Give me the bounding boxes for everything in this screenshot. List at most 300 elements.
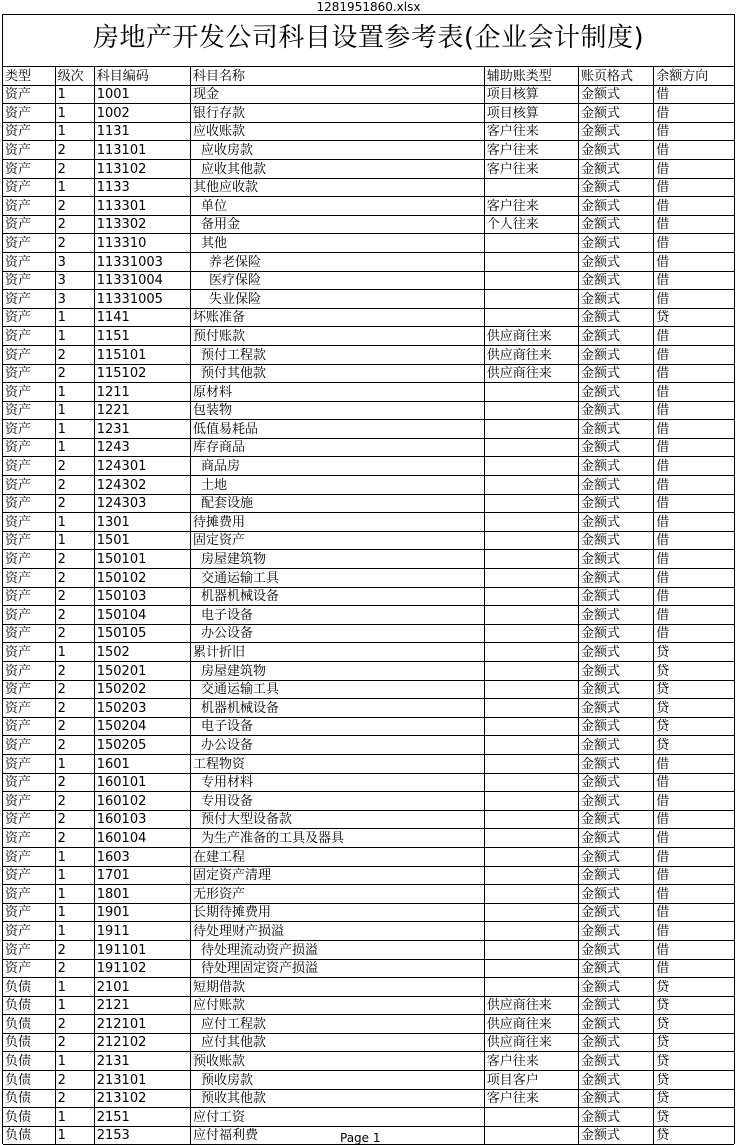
table-row [3, 271, 734, 290]
table-row [3, 513, 734, 532]
cell-aux-type [484, 550, 578, 569]
cell-level: 2 [55, 810, 94, 829]
cell-page-format: 金额式 [579, 1108, 654, 1127]
cell-level: 2 [55, 959, 94, 978]
cell-type: 负债 [3, 978, 55, 997]
cell-balance-direction: 借 [654, 345, 734, 364]
cell-aux-type: 供应商往来 [484, 327, 578, 346]
cell-aux-type [484, 624, 578, 643]
cell-level: 2 [55, 457, 94, 476]
cell-name: 专用材料 [190, 773, 484, 792]
cell-page-format: 金额式 [579, 996, 654, 1015]
cell-type: 资产 [3, 550, 55, 569]
cell-balance-direction: 借 [654, 773, 734, 792]
cell-level: 1 [55, 420, 94, 439]
cell-aux-type: 客户往来 [484, 1089, 578, 1108]
cell-level: 2 [55, 550, 94, 569]
cell-name: 固定资产清理 [190, 866, 484, 885]
cell-code: 11331004 [94, 271, 190, 290]
table-row [3, 494, 734, 513]
cell-page-format: 金额式 [579, 1033, 654, 1052]
cell-name: 房屋建筑物 [190, 550, 484, 569]
cell-type: 资产 [3, 420, 55, 439]
table-row [3, 1052, 734, 1071]
cell-level: 2 [55, 792, 94, 811]
cell-type: 资产 [3, 587, 55, 606]
cell-balance-direction: 借 [654, 159, 734, 178]
table-row [3, 141, 734, 160]
cell-aux-type [484, 252, 578, 271]
table-row [3, 252, 734, 271]
cell-name: 现金 [190, 85, 484, 104]
cell-balance-direction: 贷 [654, 1015, 734, 1034]
table-row [3, 364, 734, 383]
cell-type: 资产 [3, 754, 55, 773]
cell-page-format: 金额式 [579, 1126, 654, 1145]
table-row [3, 438, 734, 457]
cell-page-format: 金额式 [579, 308, 654, 327]
cell-page-format: 金额式 [579, 829, 654, 848]
cell-aux-type [484, 234, 578, 253]
cell-type: 资产 [3, 364, 55, 383]
cell-code: 124302 [94, 476, 190, 495]
table-row [3, 1089, 734, 1108]
cell-level: 3 [55, 252, 94, 271]
cell-level: 2 [55, 345, 94, 364]
cell-level: 1 [55, 1126, 94, 1145]
cell-name: 机器机械设备 [190, 587, 484, 606]
cell-name: 坏账准备 [190, 308, 484, 327]
cell-aux-type [484, 866, 578, 885]
header-balance-direction: 余额方向 [654, 67, 734, 85]
table-row [3, 773, 734, 792]
cell-name: 待处理流动资产损溢 [190, 940, 484, 959]
table-row [3, 866, 734, 885]
cell-aux-type: 供应商往来 [484, 996, 578, 1015]
cell-balance-direction: 贷 [654, 1089, 734, 1108]
cell-aux-type [484, 643, 578, 662]
cell-page-format: 金额式 [579, 866, 654, 885]
cell-type: 资产 [3, 178, 55, 197]
cell-balance-direction: 借 [654, 531, 734, 550]
cell-type: 负债 [3, 1089, 55, 1108]
cell-level: 2 [55, 829, 94, 848]
cell-type: 资产 [3, 940, 55, 959]
cell-aux-type [484, 699, 578, 718]
cell-code: 212102 [94, 1033, 190, 1052]
cell-name: 预付大型设备款 [190, 810, 484, 829]
table-row [3, 178, 734, 197]
cell-name: 短期借款 [190, 978, 484, 997]
cell-balance-direction: 借 [654, 792, 734, 811]
cell-type: 资产 [3, 476, 55, 495]
table-row [3, 829, 734, 848]
cell-balance-direction: 借 [654, 569, 734, 588]
table-row [3, 1015, 734, 1034]
cell-type: 资产 [3, 85, 55, 104]
cell-code: 1501 [94, 531, 190, 550]
cell-balance-direction: 贷 [654, 662, 734, 681]
cell-balance-direction: 借 [654, 420, 734, 439]
cell-balance-direction: 借 [654, 810, 734, 829]
cell-code: 160104 [94, 829, 190, 848]
cell-balance-direction: 贷 [654, 717, 734, 736]
cell-code: 1221 [94, 401, 190, 420]
cell-code: 1211 [94, 383, 190, 402]
table-row [3, 1108, 734, 1127]
cell-aux-type [484, 1126, 578, 1145]
cell-code: 11331005 [94, 290, 190, 309]
cell-page-format: 金额式 [579, 271, 654, 290]
cell-page-format: 金额式 [579, 513, 654, 532]
cell-aux-type: 个人往来 [484, 215, 578, 234]
cell-page-format: 金额式 [579, 587, 654, 606]
table-row [3, 624, 734, 643]
cell-code: 191101 [94, 940, 190, 959]
cell-code: 1141 [94, 308, 190, 327]
cell-name: 交通运输工具 [190, 680, 484, 699]
cell-page-format: 金额式 [579, 252, 654, 271]
cell-level: 2 [55, 662, 94, 681]
cell-name: 配套设施 [190, 494, 484, 513]
cell-code: 1002 [94, 104, 190, 123]
cell-name: 应付账款 [190, 996, 484, 1015]
cell-type: 负债 [3, 1015, 55, 1034]
cell-name: 办公设备 [190, 624, 484, 643]
table-row [3, 736, 734, 755]
cell-type: 资产 [3, 513, 55, 532]
cell-page-format: 金额式 [579, 178, 654, 197]
cell-code: 150201 [94, 662, 190, 681]
cell-level: 2 [55, 197, 94, 216]
cell-type: 资产 [3, 234, 55, 253]
cell-balance-direction: 借 [654, 959, 734, 978]
cell-level: 2 [55, 234, 94, 253]
cell-level: 1 [55, 885, 94, 904]
cell-page-format: 金额式 [579, 476, 654, 495]
cell-aux-type [484, 383, 578, 402]
table-row [3, 383, 734, 402]
table-row [3, 940, 734, 959]
cell-balance-direction: 借 [654, 290, 734, 309]
table-row [3, 810, 734, 829]
header-aux-type: 辅助账类型 [484, 67, 578, 85]
cell-code: 2101 [94, 978, 190, 997]
header-page-format: 账页格式 [579, 67, 654, 85]
cell-aux-type [484, 606, 578, 625]
spreadsheet-page [2, 14, 735, 1144]
cell-aux-type: 供应商往来 [484, 1033, 578, 1052]
cell-balance-direction: 借 [654, 401, 734, 420]
table-row [3, 122, 734, 141]
cell-code: 115102 [94, 364, 190, 383]
cell-level: 1 [55, 401, 94, 420]
cell-page-format: 金额式 [579, 290, 654, 309]
cell-type: 资产 [3, 736, 55, 755]
cell-type: 资产 [3, 383, 55, 402]
cell-page-format: 金额式 [579, 978, 654, 997]
cell-type: 资产 [3, 922, 55, 941]
cell-code: 150105 [94, 624, 190, 643]
cell-balance-direction: 贷 [654, 643, 734, 662]
cell-balance-direction: 借 [654, 606, 734, 625]
cell-balance-direction: 借 [654, 587, 734, 606]
cell-balance-direction: 贷 [654, 1052, 734, 1071]
cell-page-format: 金额式 [579, 680, 654, 699]
cell-code: 150202 [94, 680, 190, 699]
cell-name: 专用设备 [190, 792, 484, 811]
cell-name: 养老保险 [190, 252, 484, 271]
accounts-table [3, 67, 734, 1145]
table-row [3, 197, 734, 216]
cell-name: 应收账款 [190, 122, 484, 141]
page-number: Page 1 [340, 1131, 381, 1145]
cell-balance-direction: 借 [654, 364, 734, 383]
cell-code: 150101 [94, 550, 190, 569]
header-level: 级次 [55, 67, 94, 85]
cell-balance-direction: 借 [654, 940, 734, 959]
table-row [3, 569, 734, 588]
cell-balance-direction: 借 [654, 383, 734, 402]
cell-aux-type [484, 792, 578, 811]
cell-code: 124301 [94, 457, 190, 476]
cell-aux-type [484, 457, 578, 476]
cell-aux-type [484, 810, 578, 829]
cell-level: 1 [55, 1052, 94, 1071]
cell-type: 资产 [3, 159, 55, 178]
cell-code: 11331003 [94, 252, 190, 271]
cell-code: 212101 [94, 1015, 190, 1034]
cell-aux-type [484, 736, 578, 755]
cell-aux-type [484, 754, 578, 773]
cell-page-format: 金额式 [579, 643, 654, 662]
cell-name: 为生产准备的工具及器具 [190, 829, 484, 848]
cell-code: 1001 [94, 85, 190, 104]
cell-code: 2121 [94, 996, 190, 1015]
cell-name: 工程物资 [190, 754, 484, 773]
cell-code: 150205 [94, 736, 190, 755]
cell-code: 150104 [94, 606, 190, 625]
cell-level: 2 [55, 159, 94, 178]
cell-aux-type [484, 773, 578, 792]
cell-aux-type [484, 922, 578, 941]
cell-balance-direction: 借 [654, 438, 734, 457]
table-row [3, 159, 734, 178]
cell-type: 资产 [3, 569, 55, 588]
cell-aux-type: 项目核算 [484, 85, 578, 104]
cell-aux-type: 供应商往来 [484, 1015, 578, 1034]
cell-level: 1 [55, 531, 94, 550]
cell-level: 2 [55, 1071, 94, 1090]
cell-aux-type [484, 290, 578, 309]
cell-name: 预收账款 [190, 1052, 484, 1071]
cell-name: 应付工程款 [190, 1015, 484, 1034]
cell-name: 商品房 [190, 457, 484, 476]
cell-aux-type [484, 978, 578, 997]
cell-level: 1 [55, 866, 94, 885]
cell-page-format: 金额式 [579, 699, 654, 718]
cell-balance-direction: 贷 [654, 699, 734, 718]
cell-code: 1131 [94, 122, 190, 141]
cell-balance-direction: 借 [654, 122, 734, 141]
cell-code: 1502 [94, 643, 190, 662]
cell-type: 资产 [3, 643, 55, 662]
cell-balance-direction: 贷 [654, 996, 734, 1015]
file-name: 1281951860.xlsx [316, 0, 421, 14]
table-row [3, 959, 734, 978]
cell-page-format: 金额式 [579, 773, 654, 792]
cell-balance-direction: 借 [654, 922, 734, 941]
cell-level: 1 [55, 903, 94, 922]
cell-type: 资产 [3, 847, 55, 866]
cell-aux-type [484, 717, 578, 736]
cell-aux-type [484, 959, 578, 978]
cell-balance-direction: 贷 [654, 1033, 734, 1052]
cell-type: 资产 [3, 438, 55, 457]
cell-balance-direction: 借 [654, 494, 734, 513]
cell-balance-direction: 贷 [654, 978, 734, 997]
table-row [3, 345, 734, 364]
cell-balance-direction: 借 [654, 624, 734, 643]
cell-balance-direction: 贷 [654, 736, 734, 755]
cell-code: 150204 [94, 717, 190, 736]
cell-name: 固定资产 [190, 531, 484, 550]
cell-level: 1 [55, 85, 94, 104]
cell-code: 1151 [94, 327, 190, 346]
cell-name: 无形资产 [190, 885, 484, 904]
cell-page-format: 金额式 [579, 569, 654, 588]
cell-page-format: 金额式 [579, 215, 654, 234]
cell-aux-type [484, 308, 578, 327]
cell-code: 113310 [94, 234, 190, 253]
cell-aux-type: 供应商往来 [484, 364, 578, 383]
cell-name: 其他应收款 [190, 178, 484, 197]
table-row [3, 1071, 734, 1090]
cell-type: 资产 [3, 885, 55, 904]
header-type: 类型 [3, 67, 55, 85]
cell-type: 资产 [3, 810, 55, 829]
cell-page-format: 金额式 [579, 494, 654, 513]
cell-page-format: 金额式 [579, 1089, 654, 1108]
table-row [3, 978, 734, 997]
cell-code: 150203 [94, 699, 190, 718]
cell-aux-type: 客户往来 [484, 159, 578, 178]
cell-level: 1 [55, 122, 94, 141]
cell-name: 长期待摊费用 [190, 903, 484, 922]
cell-level: 2 [55, 773, 94, 792]
cell-name: 待处理固定资产损溢 [190, 959, 484, 978]
cell-balance-direction: 借 [654, 104, 734, 123]
table-row [3, 457, 734, 476]
cell-level: 1 [55, 754, 94, 773]
cell-type: 资产 [3, 866, 55, 885]
table-row [3, 1033, 734, 1052]
cell-page-format: 金额式 [579, 792, 654, 811]
table-row [3, 643, 734, 662]
cell-aux-type: 项目核算 [484, 104, 578, 123]
cell-level: 2 [55, 215, 94, 234]
cell-aux-type [484, 420, 578, 439]
cell-name: 低值易耗品 [190, 420, 484, 439]
cell-aux-type: 客户往来 [484, 1052, 578, 1071]
table-row [3, 531, 734, 550]
cell-page-format: 金额式 [579, 438, 654, 457]
cell-type: 资产 [3, 680, 55, 699]
cell-aux-type [484, 940, 578, 959]
cell-page-format: 金额式 [579, 754, 654, 773]
cell-page-format: 金额式 [579, 606, 654, 625]
cell-type: 资产 [3, 494, 55, 513]
cell-type: 资产 [3, 290, 55, 309]
cell-balance-direction: 借 [654, 829, 734, 848]
table-row [3, 680, 734, 699]
cell-page-format: 金额式 [579, 141, 654, 160]
cell-name: 原材料 [190, 383, 484, 402]
cell-name: 应付其他款 [190, 1033, 484, 1052]
cell-level: 1 [55, 643, 94, 662]
cell-balance-direction: 贷 [654, 1126, 734, 1145]
cell-code: 150103 [94, 587, 190, 606]
cell-name: 办公设备 [190, 736, 484, 755]
cell-level: 2 [55, 364, 94, 383]
cell-balance-direction: 借 [654, 476, 734, 495]
cell-name: 应收其他款 [190, 159, 484, 178]
cell-balance-direction: 贷 [654, 308, 734, 327]
table-row [3, 847, 734, 866]
cell-code: 2151 [94, 1108, 190, 1127]
cell-balance-direction: 贷 [654, 1071, 734, 1090]
cell-type: 资产 [3, 903, 55, 922]
cell-type: 资产 [3, 829, 55, 848]
cell-type: 资产 [3, 717, 55, 736]
table-row [3, 327, 734, 346]
cell-code: 2131 [94, 1052, 190, 1071]
cell-aux-type [484, 271, 578, 290]
cell-name: 土地 [190, 476, 484, 495]
cell-balance-direction: 借 [654, 141, 734, 160]
cell-aux-type [484, 587, 578, 606]
cell-code: 191102 [94, 959, 190, 978]
cell-type: 资产 [3, 308, 55, 327]
table-header-row [3, 67, 734, 85]
table-row [3, 903, 734, 922]
header-code: 科目编码 [94, 67, 190, 85]
cell-level: 1 [55, 104, 94, 123]
cell-code: 1701 [94, 866, 190, 885]
cell-page-format: 金额式 [579, 847, 654, 866]
cell-balance-direction: 借 [654, 85, 734, 104]
cell-type: 负债 [3, 1052, 55, 1071]
cell-level: 1 [55, 922, 94, 941]
table-row [3, 717, 734, 736]
cell-page-format: 金额式 [579, 922, 654, 941]
cell-name: 预付账款 [190, 327, 484, 346]
cell-page-format: 金额式 [579, 457, 654, 476]
cell-level: 2 [55, 940, 94, 959]
cell-aux-type: 客户往来 [484, 141, 578, 160]
cell-page-format: 金额式 [579, 122, 654, 141]
cell-type: 资产 [3, 327, 55, 346]
cell-code: 1601 [94, 754, 190, 773]
table-row [3, 606, 734, 625]
table-row [3, 290, 734, 309]
cell-page-format: 金额式 [579, 550, 654, 569]
cell-type: 资产 [3, 531, 55, 550]
table-row [3, 587, 734, 606]
cell-balance-direction: 借 [654, 847, 734, 866]
cell-page-format: 金额式 [579, 959, 654, 978]
cell-type: 资产 [3, 122, 55, 141]
